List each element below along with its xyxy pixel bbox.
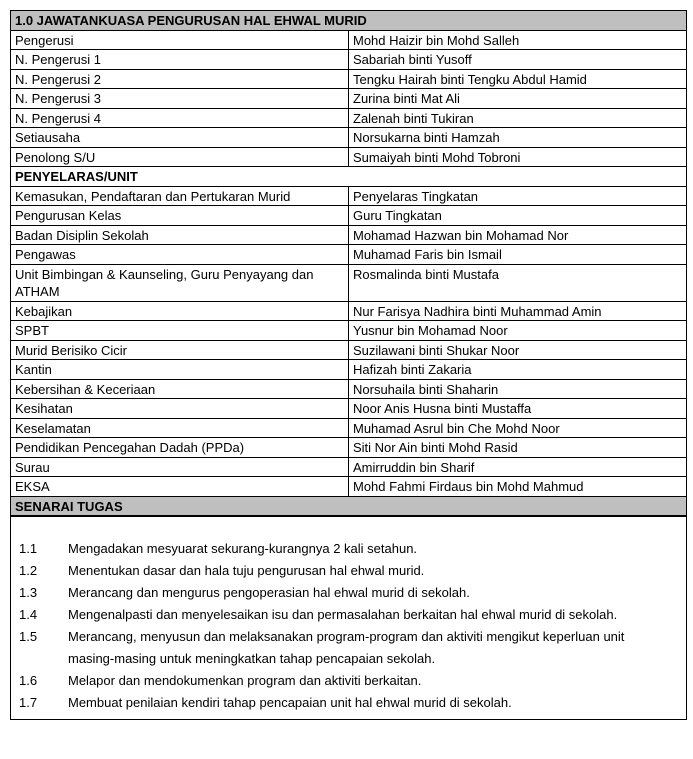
task-number: 1.6 [19,673,38,688]
unit-row-label: EKSA [11,477,349,497]
unit-row-label: Keselamatan [11,418,349,438]
task-item [19,582,686,604]
task-item [19,626,686,670]
unit-row-name: Rosmalinda binti Mustafa [349,264,687,301]
unit-row-name: Yusnur bin Mohamad Noor [349,321,687,341]
unit-row [11,438,686,458]
unit-row-name: Amirruddin bin Sharif [349,457,687,477]
unit-row-label: Kebajikan [11,301,349,321]
committee-row-name: Norsukarna binti Hamzah [349,128,687,148]
unit-row-label: Pengurusan Kelas [11,206,349,226]
task-number: 1.3 [19,585,38,600]
unit-row-label: Badan Disiplin Sekolah [11,225,349,245]
committee-row-label: Pengerusi [11,30,349,50]
tasks-heading: SENARAI TUGAS [11,497,686,516]
unit-row [11,225,686,245]
section-title-row [11,11,686,30]
committee-row-label: N. Pengerusi 1 [11,50,349,70]
unit-row-label: Kebersihan & Keceriaan [11,379,349,399]
committee-row [11,147,686,167]
unit-row-label: Pendidikan Pencegahan Dadah (PPDa) [11,438,349,458]
committee-row-label: N. Pengerusi 2 [11,69,349,89]
unit-row-label: Kemasukan, Pendaftaran dan Pertukaran Murid [11,186,349,206]
tasks-heading-row [11,497,686,516]
committee-row-label: N. Pengerusi 4 [11,108,349,128]
unit-row-name: Muhamad Faris bin Ismail [349,245,687,265]
tasks-heading-table [11,497,686,517]
committee-row-name: Tengku Hairah binti Tengku Abdul Hamid [349,69,687,89]
units-heading-row [11,167,686,187]
unit-row [11,301,686,321]
task-item [19,560,686,582]
unit-row-name: Muhamad Asrul bin Che Mohd Noor [349,418,687,438]
committee-row-name: Zurina binti Mat Ali [349,89,687,109]
committee-row-name: Mohd Haizir bin Mohd Salleh [349,30,687,50]
committee-row-name: Sumaiyah binti Mohd Tobroni [349,147,687,167]
task-text: Melapor dan mendokumenkan program dan aktiviti berkaitan. [68,673,422,688]
unit-row-name: Norsuhaila binti Shaharin [349,379,687,399]
committee-document [10,10,687,720]
units-heading: PENYELARAS/UNIT [11,167,686,187]
committee-row-name: Sabariah binti Yusoff [349,50,687,70]
committee-row-name: Zalenah binti Tukiran [349,108,687,128]
unit-row-label: Kantin [11,360,349,380]
task-item [19,538,686,560]
task-number: 1.2 [19,563,38,578]
unit-row-name: Noor Anis Husna binti Mustaffa [349,399,687,419]
unit-row-name: Mohamad Hazwan bin Mohamad Nor [349,225,687,245]
unit-row-label: Pengawas [11,245,349,265]
task-number: 1.4 [19,607,38,622]
unit-row-name: Nur Farisya Nadhira binti Muhammad Amin [349,301,687,321]
unit-row-label: Murid Berisiko Cicir [11,340,349,360]
task-text: Mengadakan mesyuarat sekurang-kurangnya 2 kali setahun. [68,541,418,556]
unit-row-name: Hafizah binti Zakaria [349,360,687,380]
task-text: Membuat penilaian kendiri tahap pencapaian unit hal ehwal murid di sekolah. [68,695,512,710]
committee-row [11,50,686,70]
task-item [19,670,686,692]
task-text: Menentukan dasar dan hala tuju pengurusan hal ehwal murid. [68,563,425,578]
committee-row-label: Penolong S/U [11,147,349,167]
task-list [11,516,686,719]
committee-row [11,69,686,89]
task-number: 1.1 [19,541,38,556]
task-text: Merancang, menyusun dan melaksanakan program-program dan aktiviti mengikut keperluan unit masing-masing untuk meningkatkan tahap pencapaian sekolah. [68,629,625,666]
unit-row-label: Kesihatan [11,399,349,419]
task-text: Merancang dan mengurus pengoperasian hal ehwal murid di sekolah. [68,585,470,600]
unit-row [11,264,686,301]
task-number: 1.7 [19,695,38,710]
committee-row [11,108,686,128]
unit-row-name: Suzilawani binti Shukar Noor [349,340,687,360]
unit-row [11,340,686,360]
committee-table [11,11,686,497]
unit-row-label: Surau [11,457,349,477]
unit-row [11,360,686,380]
unit-row-name: Siti Nor Ain binti Mohd Rasid [349,438,687,458]
unit-row-name: Penyelaras Tingkatan [349,186,687,206]
task-number: 1.5 [19,629,38,644]
unit-row [11,321,686,341]
task-item [19,692,686,714]
unit-row-name: Guru Tingkatan [349,206,687,226]
unit-row [11,245,686,265]
committee-row [11,89,686,109]
unit-row [11,186,686,206]
unit-row [11,379,686,399]
task-item [19,604,686,626]
committee-row [11,128,686,148]
section-title: 1.0 JAWATANKUASA PENGURUSAN HAL EHWAL MURID [11,11,686,30]
committee-row-label: N. Pengerusi 3 [11,89,349,109]
unit-row [11,418,686,438]
unit-row-label: Unit Bimbingan & Kaunseling, Guru Penyayang dan ATHAM [11,264,349,301]
unit-row-label: SPBT [11,321,349,341]
unit-row-name: Mohd Fahmi Firdaus bin Mohd Mahmud [349,477,687,497]
unit-row [11,399,686,419]
committee-row-label: Setiausaha [11,128,349,148]
unit-row [11,477,686,497]
unit-row [11,206,686,226]
task-text: Mengenalpasti dan menyelesaikan isu dan permasalahan berkaitan hal ehwal murid di sekolah. [68,607,618,622]
unit-row [11,457,686,477]
committee-row [11,30,686,50]
